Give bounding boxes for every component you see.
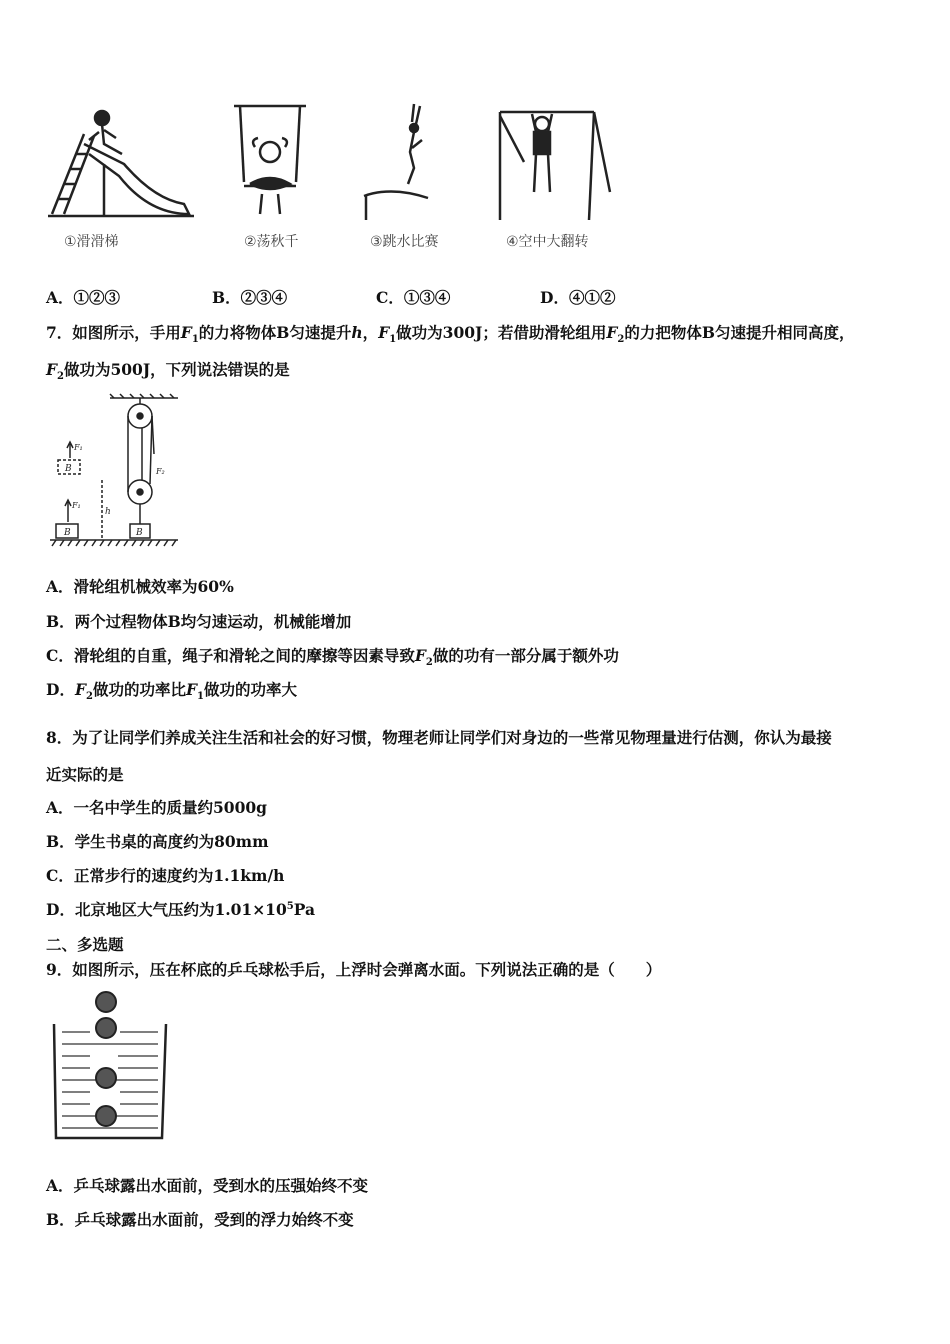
- q9-stem: 9．如图所示，压在杯底的乒乓球松手后，上浮时会弹离水面。下列说法正确的是（ ）: [46, 960, 662, 979]
- q8-option-c[interactable]: C．正常步行的速度约为1.1km/h: [46, 866, 285, 885]
- image-caption: ②荡秋千: [244, 234, 299, 250]
- ping-pong-ball: [96, 1068, 116, 1088]
- bar-image: [494, 102, 614, 224]
- ping-pong-ball: [96, 992, 116, 1012]
- q8-option-b[interactable]: B．学生书桌的高度约为80mm: [46, 832, 269, 851]
- pulley-label-h: h: [105, 507, 111, 517]
- diving-icon: [364, 104, 428, 220]
- q7-option-c[interactable]: C．滑轮组的自重，绳子和滑轮之间的摩擦等因素导致$F_2$做的功有一部分属于额外功: [46, 646, 619, 669]
- ping-pong-ball: [96, 1018, 116, 1038]
- q8-stem-line2: 近实际的是: [46, 765, 124, 784]
- q7-option-b[interactable]: B．两个过程物体B均匀速运动，机械能增加: [46, 612, 352, 631]
- swing-image: [230, 102, 310, 222]
- q7-stem-line2: $F_2$做功为500J，下列说法错误的是: [46, 360, 290, 383]
- q9-option-b[interactable]: B．乒乓球露出水面前，受到的浮力始终不变: [46, 1210, 354, 1229]
- q6-option-a[interactable]: A．①②③: [46, 288, 121, 307]
- slide-image: [44, 104, 199, 224]
- q6-option-d[interactable]: D．④①②: [540, 288, 616, 307]
- cup-figure: [50, 988, 170, 1148]
- image-caption: ③跳水比赛: [370, 234, 439, 250]
- pulley-label-b: B: [64, 528, 71, 538]
- swing-icon: [234, 106, 306, 214]
- q7-stem-line1: 7．如图所示，手用$F_1$的力将物体B匀速提升h，$F_1$做功为300J；若借助滑轮组用$F_2$的力把物体B匀速提升相同高度，: [46, 323, 855, 346]
- q7-option-a[interactable]: A．滑轮组机械效率为60%: [46, 577, 234, 596]
- q8-option-a[interactable]: A．一名中学生的质量约5000g: [46, 798, 268, 817]
- horizontal-bar-icon: [500, 112, 610, 220]
- ping-pong-ball: [96, 1106, 116, 1126]
- image-caption: ④空中大翻转: [506, 234, 589, 250]
- q8-option-d[interactable]: D．北京地区大气压约为$1.01\times 10^5Pa$: [46, 900, 316, 919]
- section-heading: 二、多选题: [46, 935, 124, 954]
- image-caption: ①滑滑梯: [64, 234, 119, 250]
- pulley-label-f1: F₁: [74, 443, 83, 452]
- pulley-label-b: B: [136, 528, 143, 538]
- diving-image: [362, 100, 437, 225]
- q7-option-d[interactable]: D．$F_2$做功的功率比$F_1$做功的功率大: [46, 680, 297, 703]
- pulley-label-f2: F₂: [156, 467, 165, 476]
- pulley-figure: [50, 394, 182, 550]
- q6-option-c[interactable]: C．①③④: [376, 288, 451, 307]
- pulley-label-f1: F₁: [72, 501, 81, 510]
- q6-option-b[interactable]: B．②③④: [212, 288, 288, 307]
- slide-icon: [48, 111, 194, 216]
- q8-stem-line1: 8．为了让同学们养成关注生活和社会的好习惯，物理老师让同学们对身边的一些常见物理量进行估测，你认为最接: [46, 728, 832, 747]
- q9-option-a[interactable]: A．乒乓球露出水面前，受到水的压强始终不变: [46, 1176, 369, 1195]
- pulley-label-b: B: [65, 464, 72, 474]
